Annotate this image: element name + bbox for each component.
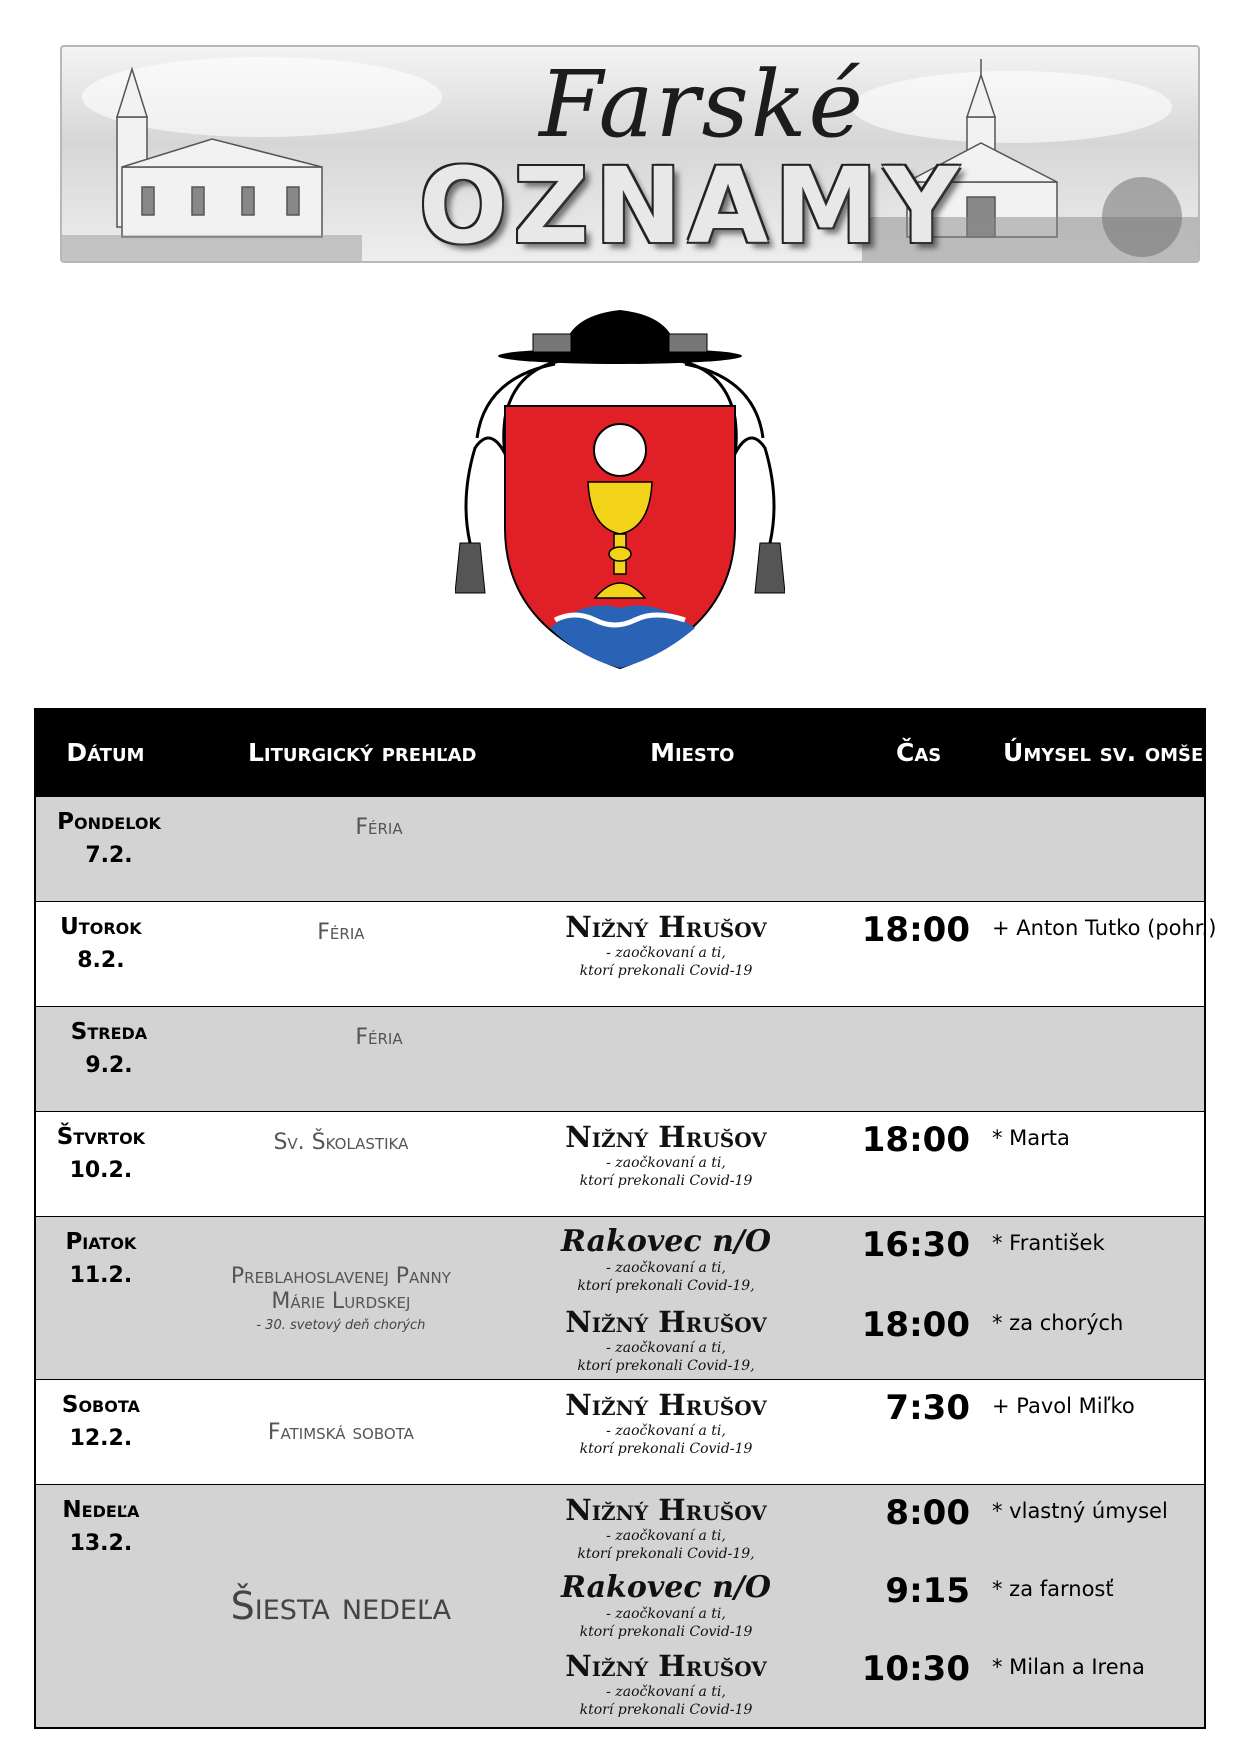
place-note: - zaočkovaní a ti, [606, 945, 726, 961]
mass-entries [516, 1112, 1204, 1216]
liturgy-cell [166, 1380, 516, 1484]
liturgy-note: - 30. svetový deň chorých [256, 1317, 426, 1333]
mass-time: 18:00 [861, 1120, 970, 1160]
day-date: 10.2. [69, 1158, 133, 1183]
header-liturgy: Liturgický prehľad [247, 737, 477, 767]
date-cell [36, 797, 182, 901]
place-cell [516, 902, 816, 980]
day-date: 7.2. [85, 843, 133, 868]
place-name: Nižný Hrušov [565, 1305, 767, 1339]
mass-time: 18:00 [861, 1305, 970, 1345]
table-row [36, 901, 1217, 1006]
mass-entry [516, 1380, 1204, 1458]
liturgy-text: Šiesta nedeľa [230, 1584, 452, 1628]
place-note: - zaočkovaní a ti, [606, 1340, 726, 1356]
mass-intention: * Marta [992, 1126, 1070, 1150]
place-name: Rakovec n/O [561, 1570, 771, 1605]
liturgy-text: Féria [355, 815, 403, 840]
place-cell [516, 1297, 816, 1377]
table-row [36, 1216, 1204, 1379]
liturgy-text: Sv. Školastika [273, 1130, 409, 1155]
date-cell [36, 1007, 182, 1111]
place-note: - zaočkovaní a ti, [606, 1260, 726, 1276]
mass-schedule-table [34, 708, 1217, 1729]
mass-entry [516, 1217, 1204, 1297]
place-note: - zaočkovaní a ti, [606, 1684, 726, 1700]
mass-intention: + Pavol Miľko [992, 1394, 1135, 1418]
day-date: 12.2. [69, 1426, 133, 1451]
place-note: - zaočkovaní a ti, [606, 1155, 726, 1171]
table-row [36, 1484, 1204, 1727]
mass-intention: * Milan a Irena [992, 1655, 1145, 1679]
mass-entry [516, 1563, 1204, 1641]
day-date: 13.2. [69, 1531, 133, 1556]
mass-entry [516, 1485, 1204, 1563]
mass-intention: + Anton Tutko (pohr.) [992, 916, 1217, 940]
place-note: ktorí prekonali Covid-19 [579, 1702, 753, 1718]
mass-time: 7:30 [885, 1388, 970, 1428]
place-cell [516, 1485, 816, 1563]
mass-time: 18:00 [861, 910, 970, 950]
day-date: 9.2. [85, 1053, 133, 1078]
day-name: Streda [70, 1019, 148, 1045]
mass-intention: * František [992, 1231, 1105, 1255]
liturgy-text: Féria [317, 920, 365, 945]
liturgy-cell [166, 1112, 516, 1216]
place-note: ktorí prekonali Covid-19, [577, 1546, 755, 1562]
place-name: Rakovec n/O [561, 1224, 771, 1259]
place-note: ktorí prekonali Covid-19, [577, 1278, 755, 1294]
day-name: Piatok [65, 1229, 137, 1255]
day-date: 8.2. [77, 948, 125, 973]
place-note: ktorí prekonali Covid-19 [579, 1624, 753, 1640]
mass-intention: * vlastný úmysel [992, 1499, 1168, 1523]
header-banner [60, 45, 1200, 263]
mass-entry [516, 1112, 1204, 1190]
mass-intention: * za chorých [992, 1311, 1124, 1335]
date-cell [36, 902, 166, 1006]
liturgy-cell [166, 1485, 516, 1727]
liturgy-cell [166, 902, 516, 1006]
place-note: - zaočkovaní a ti, [606, 1423, 726, 1439]
header-intention: Úmysel sv. omše [1003, 737, 1204, 767]
date-cell [36, 1217, 166, 1379]
place-name: Nižný Hrušov [565, 1649, 767, 1683]
mass-time: 8:00 [885, 1493, 970, 1533]
banner-title-oznamy: OZNAMY [418, 145, 966, 263]
mass-entries [516, 1380, 1204, 1484]
liturgy-cell [182, 1007, 576, 1111]
mass-time: 16:30 [861, 1225, 970, 1265]
place-cell [516, 1217, 816, 1297]
liturgy-text-line2: Márie Lurdskej [271, 1288, 411, 1314]
day-name: Pondelok [57, 809, 161, 835]
liturgy-text: Féria [355, 1025, 403, 1050]
table-row [36, 1006, 1204, 1111]
place-name: Nižný Hrušov [565, 1388, 767, 1422]
place-cell [516, 1563, 816, 1641]
banner-title-farske: Farské [539, 51, 865, 158]
place-note: ktorí prekonali Covid-19 [579, 963, 753, 979]
place-cell [516, 1380, 816, 1458]
table-row [36, 1379, 1204, 1484]
day-name: Nedeľa [62, 1497, 140, 1523]
day-name: Utorok [60, 914, 142, 940]
mass-entry [516, 1641, 1204, 1719]
liturgy-cell [182, 797, 576, 901]
mass-entries [516, 902, 1217, 1006]
mass-entries [516, 1217, 1204, 1379]
place-note: ktorí prekonali Covid-19, [577, 1358, 755, 1374]
date-cell [36, 1112, 166, 1216]
place-name: Nižný Hrušov [565, 910, 767, 944]
mass-entry [516, 902, 1217, 980]
date-cell [36, 1485, 166, 1727]
header-date: Dátum [66, 737, 145, 767]
table-header [36, 708, 1204, 796]
place-note: ktorí prekonali Covid-19 [579, 1173, 753, 1189]
day-date: 11.2. [69, 1263, 133, 1288]
mass-entry [516, 1297, 1204, 1377]
place-note: ktorí prekonali Covid-19 [579, 1441, 753, 1457]
liturgy-text: Fatimská sobota [267, 1419, 414, 1445]
table-row [36, 796, 1204, 901]
parish-coat-of-arms [455, 298, 785, 682]
day-name: Štvrtok [56, 1124, 146, 1150]
day-name: Sobota [61, 1392, 140, 1418]
place-cell [516, 1641, 816, 1719]
mass-time: 10:30 [861, 1649, 970, 1689]
header-time: Čas [896, 737, 942, 767]
place-name: Nižný Hrušov [565, 1120, 767, 1154]
place-note: - zaočkovaní a ti, [606, 1528, 726, 1544]
liturgy-text-line1: Preblahoslavenej Panny [230, 1263, 451, 1289]
mass-intention: * za farnosť [992, 1577, 1114, 1601]
date-cell [36, 1380, 166, 1484]
place-note: - zaočkovaní a ti, [606, 1606, 726, 1622]
liturgy-cell [166, 1217, 516, 1379]
mass-time: 9:15 [885, 1571, 970, 1611]
mass-entries [516, 1485, 1204, 1727]
place-cell [516, 1112, 816, 1190]
table-row [36, 1111, 1204, 1216]
header-place: Miesto [650, 737, 735, 767]
place-name: Nižný Hrušov [565, 1493, 767, 1527]
